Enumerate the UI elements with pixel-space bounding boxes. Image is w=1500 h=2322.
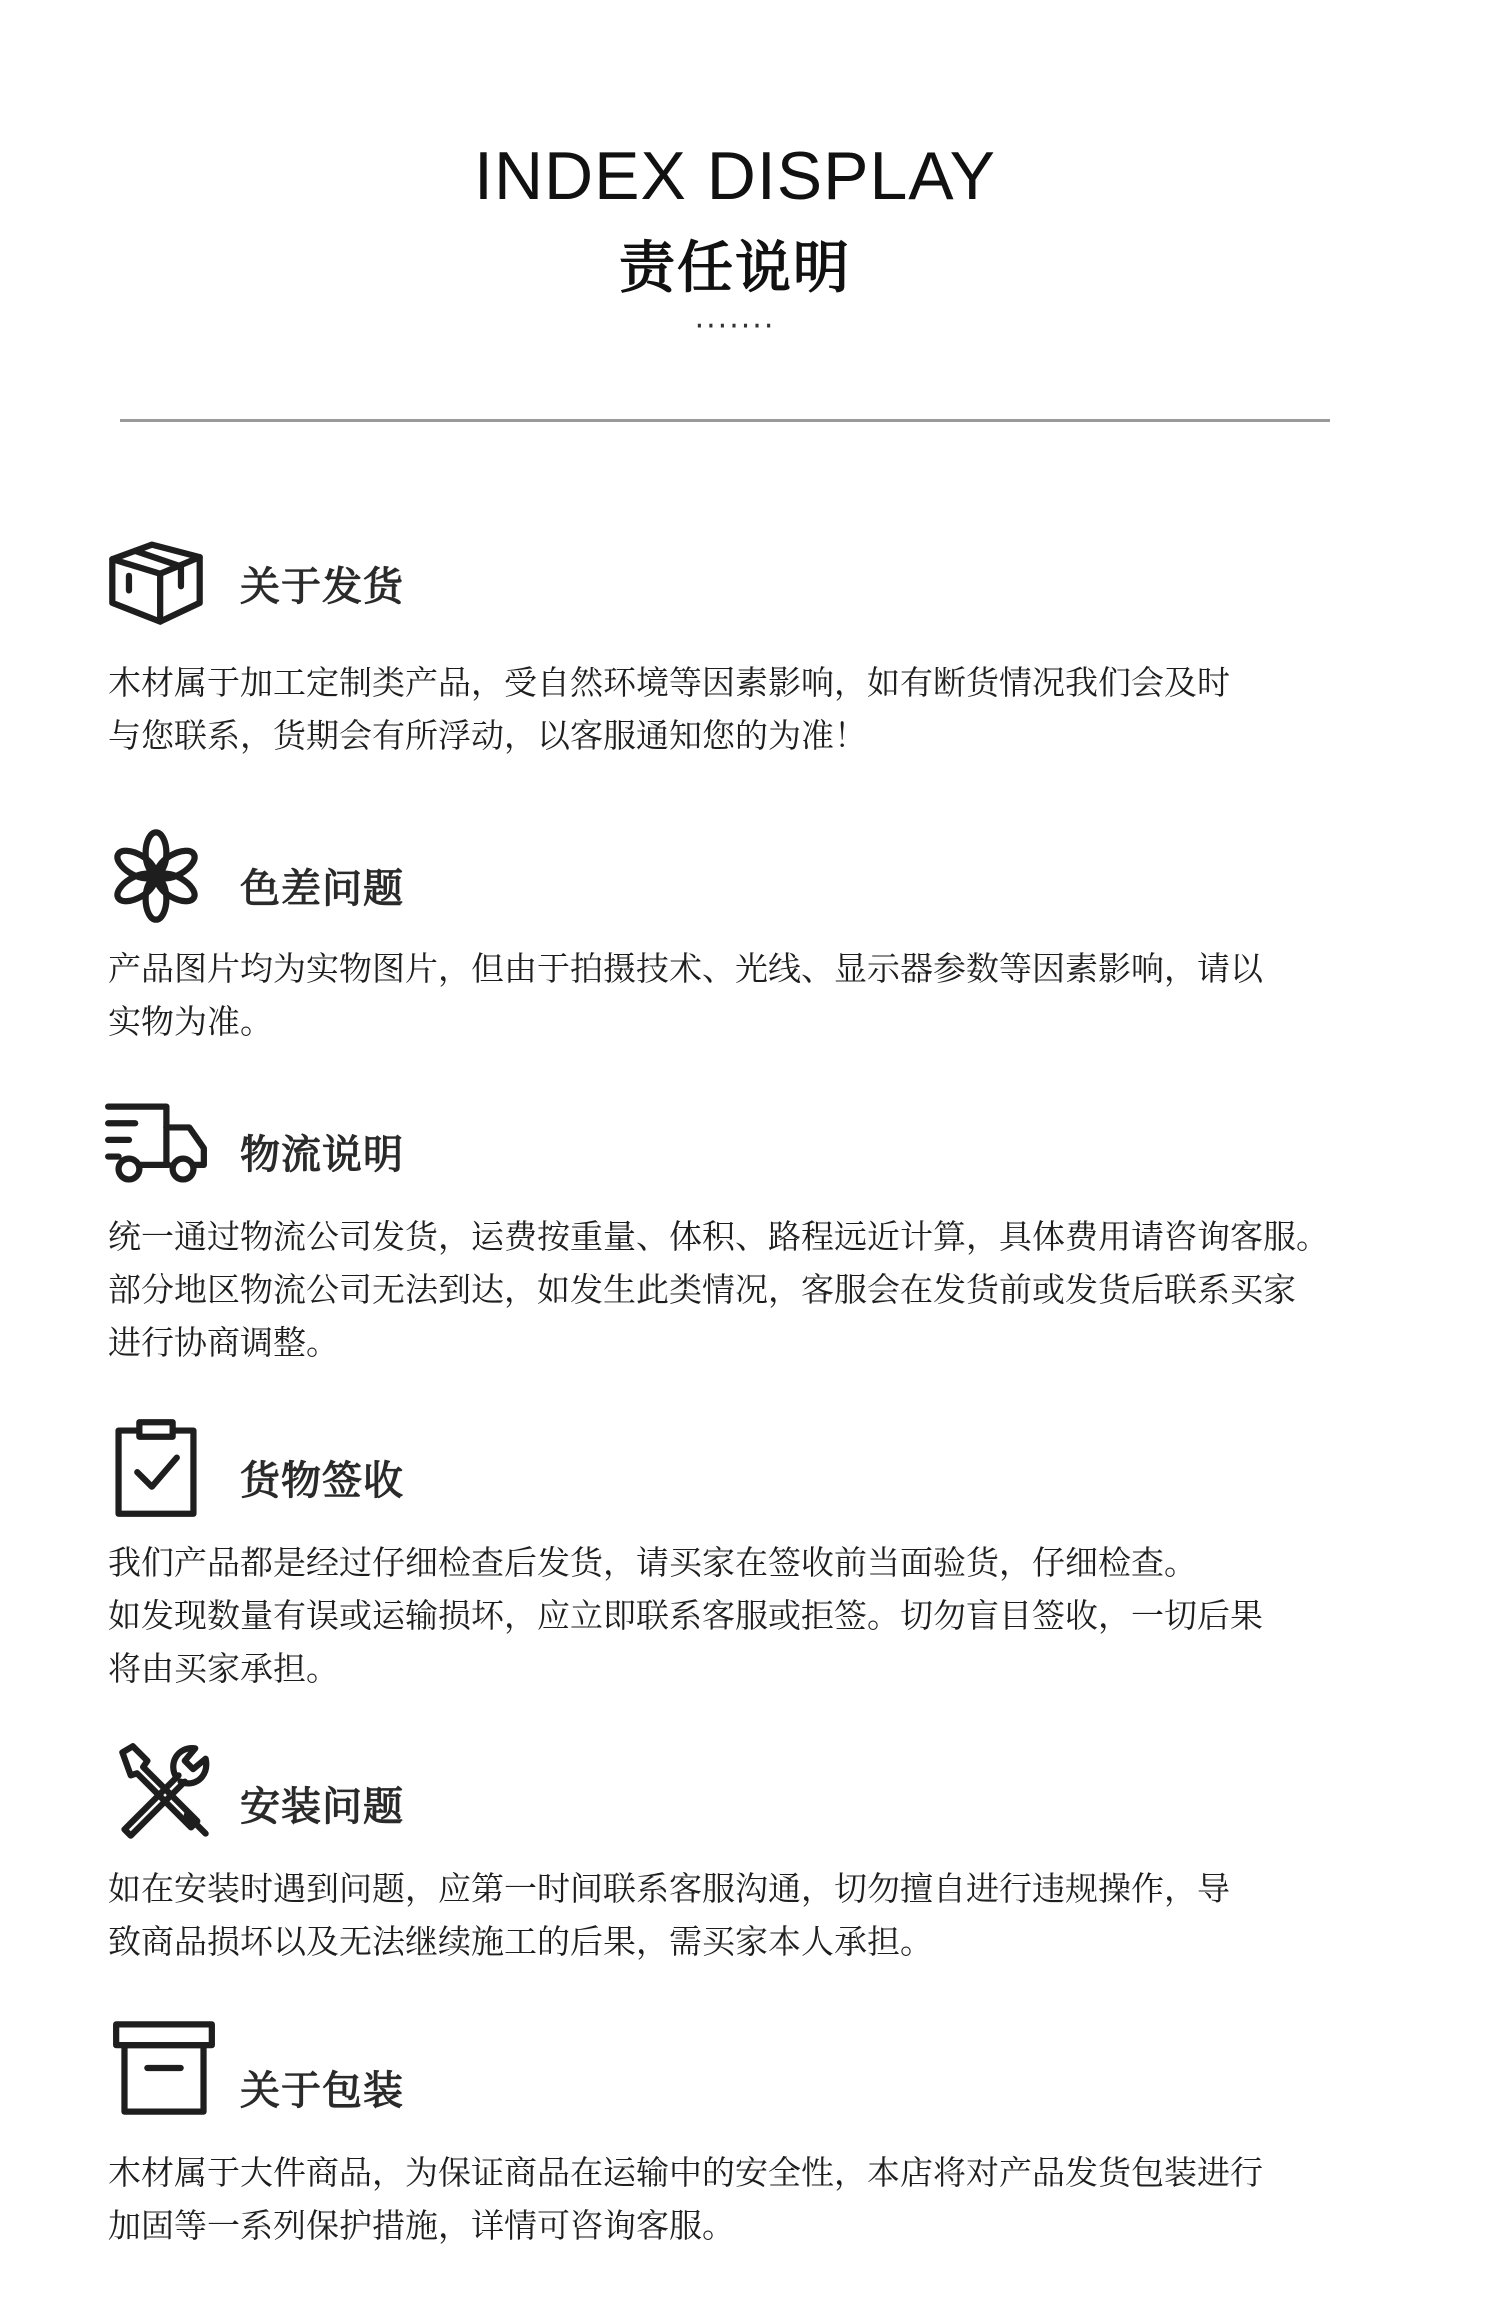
section-title: 安装问题 [240,1784,404,1830]
delivery-truck-icon [104,1090,208,1194]
section-body [108,656,1408,762]
section-title: 物流说明 [240,1132,404,1178]
section-title: 色差问题 [240,866,404,912]
section-body [108,942,1408,1048]
section-title: 货物签收 [240,1458,404,1504]
clipboard-check-icon [104,1416,208,1520]
body-line: 将由买家承担。 [108,1649,339,1688]
page-title-en: INDEX DISPLAY [474,138,996,214]
body-line: 木材属于大件商品，为保证商品在运输中的安全性，本店将对产品发货包装进行 [108,2153,1263,2192]
body-line: 统一通过物流公司发货，运费按重量、体积、路程远近计算，具体费用请咨询客服。 [108,1217,1329,1256]
page-header [0,0,1500,440]
body-line: 木材属于加工定制类产品，受自然环境等因素影响，如有断货情况我们会及时 [108,663,1230,702]
body-line: 致商品损坏以及无法继续施工的后果，需买家本人承担。 [108,1922,933,1961]
body-line: 产品图片均为实物图片，但由于拍摄技术、光线、显示器参数等因素影响，请以 [108,949,1263,988]
body-line: 如在安装时遇到问题，应第一时间联系客服沟通，切勿擅自进行违规操作，导 [108,1869,1230,1908]
wrench-screwdriver-icon [112,1740,216,1844]
section-title: 关于包装 [240,2068,404,2114]
page-title-cn: 责任说明 [619,236,851,301]
body-line: 实物为准。 [108,1002,273,1041]
body-line: 进行协商调整。 [108,1323,339,1362]
archive-box-icon [112,2016,216,2120]
section-body [108,1536,1408,1695]
section-body [108,2146,1408,2252]
body-line: 部分地区物流公司无法到达，如发生此类情况，客服会在发货前或发货后联系买家 [108,1270,1296,1309]
package-box-icon [104,528,208,632]
color-flower-icon [104,824,208,928]
section-body [108,1862,1408,1968]
body-line: 我们产品都是经过仔细检查后发货，请买家在签收前当面验货，仔细检查。 [108,1543,1197,1582]
header-divider [120,419,1330,422]
section-title: 关于发货 [240,564,404,610]
body-line: 加固等一系列保护措施，详情可咨询客服。 [108,2206,735,2245]
body-line: 如发现数量有误或运输损坏，应立即联系客服或拒签。切勿盲目签收，一切后果 [108,1596,1263,1635]
body-line: 与您联系，货期会有所浮动，以客服通知您的为准！ [108,716,867,755]
title-dots-ornament: ······· [694,309,776,344]
section-body [108,1210,1408,1369]
